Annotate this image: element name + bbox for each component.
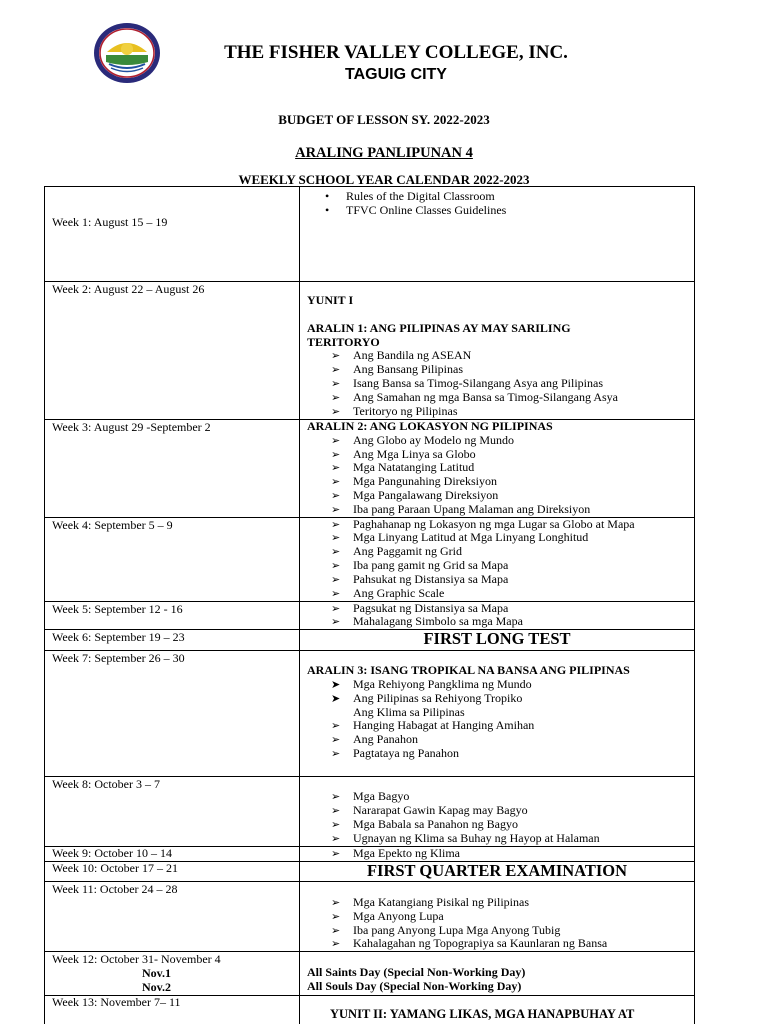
topic-list: [330, 896, 694, 951]
list-item: ➢ Ang Mga Linya sa Globo: [330, 448, 694, 462]
list-item: ➢ Mga Anyong Lupa: [330, 910, 694, 924]
topic-list: [330, 602, 694, 630]
week-content: [300, 847, 695, 862]
table-row: [45, 420, 695, 518]
week-label: Week 2: August 22 – August 26: [45, 282, 300, 420]
holiday-date: Nov.2: [142, 979, 172, 994]
list-item: ➢ Ang Samahan ng mga Bansa sa Timog-Silangang Asya: [330, 391, 694, 405]
table-row: [45, 952, 695, 995]
topic-list: [330, 790, 694, 845]
week-content: [300, 630, 695, 651]
lesson-title: ARALIN 3: ISANG TROPIKAL NA BANSA ANG PILIPINAS: [307, 663, 630, 678]
list-item: ➢ Mga Babala sa Panahon ng Bagyo: [330, 818, 694, 832]
list-item: ➢ Pagsukat ng Distansiya sa Mapa: [330, 602, 694, 616]
table-row: [45, 187, 695, 282]
week-content: [300, 651, 695, 777]
week-label: Week 13: November 7– 11: [45, 995, 300, 1024]
list-item: ➢ Paghahanap ng Lokasyon ng mga Lugar sa Globo at Mapa: [330, 518, 694, 532]
week-label: Week 6: September 19 – 23: [45, 630, 300, 651]
list-item: ➢ Nararapat Gawin Kapag may Bagyo: [330, 804, 694, 818]
topic-list: [330, 518, 694, 601]
weekly-calendar-table: [44, 186, 695, 1024]
list-item: ➢ Ang Globo ay Modelo ng Mundo: [330, 434, 694, 448]
list-item: • TFVC Online Classes Guidelines: [323, 204, 694, 218]
week-content: [300, 995, 695, 1024]
table-row: [45, 517, 695, 601]
list-item: ➢ Ang Paggamit ng Grid: [330, 545, 694, 559]
topic-list: [330, 678, 694, 761]
list-item: ➢ Mga Natatanging Latitud: [330, 461, 694, 475]
bullet-list: [323, 190, 694, 218]
list-item: ➢ Mga Pangunahing Direksiyon: [330, 475, 694, 489]
week-content: [300, 420, 695, 518]
week-content: [300, 282, 695, 420]
table-row: [45, 861, 695, 881]
week-content: [300, 517, 695, 601]
list-item: ➢ Ugnayan ng Klima sa Buhay ng Hayop at Halaman: [330, 832, 694, 846]
week-label: Week 1: August 15 – 19: [45, 187, 300, 282]
list-item: ➢ Teritoryo ng Pilipinas: [330, 405, 694, 419]
week-content: [300, 601, 695, 630]
topic-list: [330, 847, 694, 861]
list-item: ➢ Ang Bandila ng ASEAN: [330, 349, 694, 363]
college-name: THE FISHER VALLEY COLLEGE, INC.: [224, 42, 568, 63]
list-item: ➤ Ang Pilipinas sa Rehiyong Tropiko: [330, 692, 694, 706]
subject-title: ARALING PANLIPUNAN 4: [295, 145, 473, 161]
table-row: [45, 282, 695, 420]
table-row: [45, 995, 695, 1024]
list-item: • Rules of the Digital Classroom: [323, 190, 694, 204]
holiday-name: All Saints Day (Special Non-Working Day): [307, 965, 526, 980]
list-item: ➢ Pagtataya ng Panahon: [330, 747, 694, 761]
table-row: [45, 847, 695, 862]
week-label: Week 10: October 17 – 21: [45, 861, 300, 881]
list-item: ➢ Mga Bagyo: [330, 790, 694, 804]
lesson-title: ARALIN 2: ANG LOKASYON NG PILIPINAS: [307, 419, 553, 433]
table-row: [45, 881, 695, 951]
list-item: ➤ Mga Rehiyong Pangklima ng Mundo: [330, 678, 694, 692]
list-item: ➢ Ang Graphic Scale: [330, 587, 694, 601]
list-item: ➢ Mga Katangiang Pisikal ng Pilipinas: [330, 896, 694, 910]
list-item: ➢ Mga Linyang Latitud at Mga Linyang Longhitud: [330, 531, 694, 545]
week-label: Week 11: October 24 – 28: [45, 881, 300, 951]
table-row: [45, 777, 695, 847]
list-item: ➢ Iba pang Paraan Upang Malaman ang Direksiyon: [330, 503, 694, 517]
list-item: ➢ Ang Bansang Pilipinas: [330, 363, 694, 377]
week-content: [300, 952, 695, 995]
week-label: Week 4: September 5 – 9: [45, 517, 300, 601]
list-item: ➢ Kahalagahan ng Topograpiya sa Kaunlaran ng Bansa: [330, 937, 694, 951]
list-item: ➢ Mga Epekto ng Klima: [330, 847, 694, 861]
calendar-title: WEEKLY SCHOOL YEAR CALENDAR 2022-2023: [238, 172, 530, 187]
holiday-date: Nov.1: [142, 965, 172, 980]
list-item: ➢ Pahsukat ng Distansiya sa Mapa: [330, 573, 694, 587]
college-city: TAGUIG CITY: [345, 66, 447, 83]
table-row: [45, 601, 695, 630]
table-row: [45, 651, 695, 777]
list-item: ➢ Mahalagang Simbolo sa mga Mapa: [330, 615, 694, 629]
week-content: [300, 861, 695, 881]
list-item: ➢ Ang Panahon: [330, 733, 694, 747]
week-label: Week 7: September 26 – 30: [45, 651, 300, 777]
week-content: [300, 881, 695, 951]
event-title: FIRST LONG TEST: [423, 629, 571, 649]
lesson-title: ARALIN 1: ANG PILIPINAS AY MAY SARILING TERITORYO: [307, 320, 571, 349]
holiday-name: All Souls Day (Special Non-Working Day): [307, 978, 522, 993]
list-item: Ang Klima sa Pilipinas: [353, 704, 465, 719]
list-item: ➢ Hanging Habagat at Hanging Amihan: [330, 719, 694, 733]
unit-title: YUNIT I: [307, 293, 354, 307]
week-content: [300, 187, 695, 282]
list-item: ➢ Isang Bansa sa Timog-Silangang Asya ang Pilipinas: [330, 377, 694, 391]
week-label: Week 12: October 31- November 4 Nov.1 Nov.2: [45, 952, 300, 995]
topic-list: [330, 349, 694, 418]
week-label: Week 8: October 3 – 7: [45, 777, 300, 847]
list-item: ➢ Iba pang Anyong Lupa Mga Anyong Tubig: [330, 924, 694, 938]
table-row: [45, 630, 695, 651]
budget-title: BUDGET OF LESSON SY. 2022-2023: [278, 112, 490, 127]
unit-title: YUNIT II: YAMANG LIKAS, MGA HANAPBUHAY AT: [330, 1006, 635, 1021]
list-item: ➢ Iba pang gamit ng Grid sa Mapa: [330, 559, 694, 573]
list-item: ➢ Mga Pangalawang Direksiyon: [330, 489, 694, 503]
topic-list: [330, 434, 694, 517]
event-title: FIRST QUARTER EXAMINATION: [366, 861, 628, 880]
week-label: Week 3: August 29 -September 2: [45, 420, 300, 518]
week-content: [300, 777, 695, 847]
week-label: Week 5: September 12 - 16: [45, 601, 300, 630]
week-label: Week 9: October 10 – 14: [45, 847, 300, 862]
